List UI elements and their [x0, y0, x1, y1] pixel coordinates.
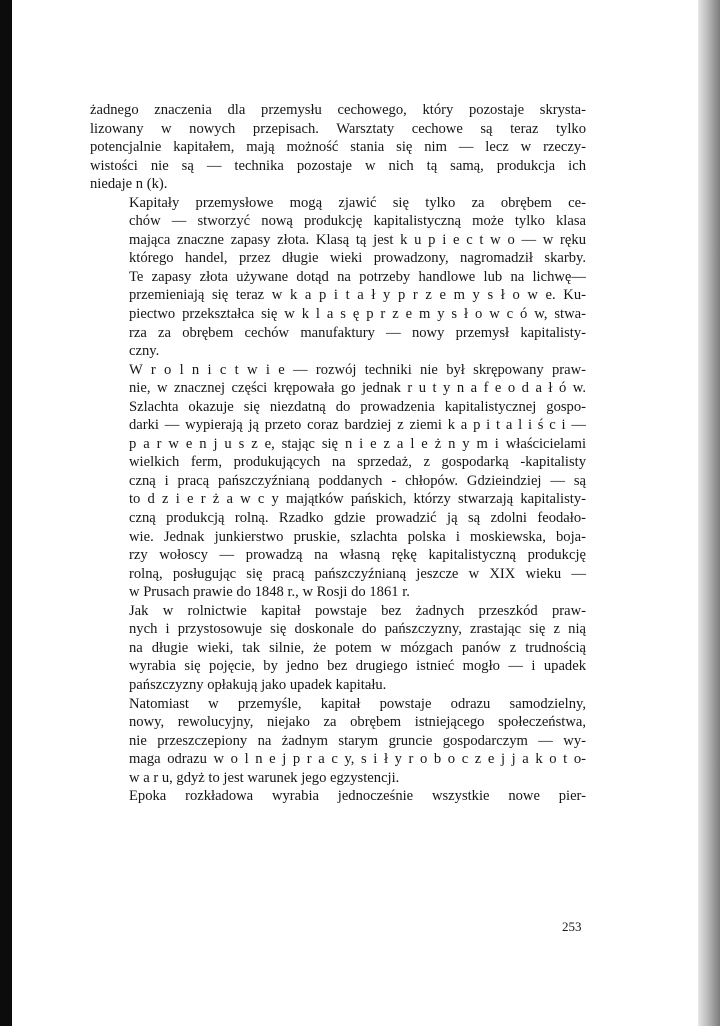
- text-line: maga odrazu w o l n e j p r a c y, s i ł y r o b o c z e j j a k o t o-: [129, 751, 586, 768]
- page-number: 253: [562, 919, 582, 934]
- text-line: rza za obrębem cechów manufaktury — nowy przemysł kapitalisty-: [129, 324, 586, 341]
- scan-left-edge: [0, 0, 12, 1026]
- text-line: Jak w rolnictwie kapitał powstaje bez żadnych przeszkód praw-: [129, 602, 586, 619]
- text-line: piectwo przekształca się w k l a s ę p r z e m y s ł o w c ó w, stwa-: [129, 306, 586, 323]
- text-line: żadnego znaczenia dla przemysłu cechowego, który pozostaje skrysta-: [90, 102, 586, 118]
- text-line: pańszczyzny opłakują jako upadek kapitału.: [129, 676, 387, 693]
- text-line: W r o l n i c t w i e — rozwój techniki nie był skrępowany praw-: [129, 361, 586, 378]
- text-line: rolną, posługując się pracą pańszczyźnianą jeszcze w XIX wieku —: [129, 565, 586, 582]
- text-line: to d z i e r ż a w c y majątków pańskich, którzy stwarzają kapitalisty-: [129, 491, 586, 508]
- text-line: w a r u, gdyż to jest warunek jego egzystencji.: [129, 769, 400, 786]
- text-line: w Prusach prawie do 1848 r., w Rosji do 1861 r.: [129, 584, 410, 601]
- text-line: p a r w e n j u s z e, stając się n i e z a l e ż n y m i właścicielami: [129, 435, 586, 452]
- text-line: rzy wołoscy — prowadzą na własną rękę kapitalistyczną produkcję: [129, 547, 586, 564]
- text-line: czną i pracą pańszczyźnianą poddanych - chłopów. Gdzieindziej — są: [129, 472, 586, 489]
- text-line: Te zapasy złota używane dotąd na potrzeby handlowe lub na lichwę—: [129, 268, 586, 285]
- paragraph: [90, 194, 586, 361]
- paragraph: [90, 101, 586, 194]
- text-line: czny.: [129, 343, 160, 360]
- page-text-body: [90, 101, 586, 806]
- text-line: czną produkcją rolną. Rzadko gdzie prowadzić ją są zdolni feodało-: [129, 510, 586, 527]
- text-line: lizowany w nowych przepisach. Warsztaty cechowe są teraz tylko: [90, 120, 586, 137]
- paragraph: [90, 695, 586, 788]
- scan-right-edge: [698, 0, 720, 1026]
- text-line: nowy, rewolucyjny, niejako za obrębem istniejącego społeczeństwa,: [129, 714, 586, 731]
- text-line: Epoka rozkładowa wyrabia jednocześnie wszystkie nowe pier-: [129, 788, 586, 805]
- text-line: nie, w znacznej części krępowała go jednak r u t y n a f e o d a ł ó w.: [129, 380, 586, 397]
- text-line: Natomiast w przemyśle, kapitał powstaje odrazu samodzielny,: [129, 695, 586, 712]
- text-line: Kapitały przemysłowe mogą zjawić się tylko za obrębem ce-: [129, 194, 586, 211]
- text-line: niedaje n (k).: [90, 176, 168, 193]
- text-line: chów — stworzyć nową produkcję kapitalistyczną może tylko klasa: [129, 213, 586, 230]
- text-line: na długie wieki, tak silnie, że potem w mózgach panów z trudnością: [129, 639, 586, 656]
- text-line: darki — wypierają ją przeto coraz bardziej z ziemi k a p i t a l i ś c i —: [129, 417, 586, 434]
- paragraph: [90, 361, 586, 602]
- text-line: którego handel, przez długie wieki prowadzony, nagromadził skarby.: [129, 250, 586, 267]
- text-line: wyrabia się pojęcie, by jedno bez drugiego istnieć mogło — i upadek: [129, 658, 586, 675]
- text-line: wistości nie są — technika pozostaje w nich tą samą, produkcja ich: [90, 157, 586, 174]
- paragraph: [90, 602, 586, 695]
- text-line: mająca znaczne zapasy złota. Klasą tą jest k u p i e c t w o — w ręku: [129, 231, 586, 248]
- text-line: Szlachta okazuje się niezdatną do prowadzenia kapitalistycznej gospo-: [129, 398, 586, 415]
- text-line: przemieniają się teraz w k a p i t a ł y p r z e m y s ł o w e. Ku-: [129, 287, 586, 304]
- text-line: wie. Jednak junkierstwo pruskie, szlachta polska i moskiewska, boja-: [129, 528, 586, 545]
- text-line: wielkich ferm, produkujących na sprzedaż, z gospodarką -kapitalisty: [129, 454, 586, 471]
- text-line: nie przeszczepiony na żadnym starym gruncie gospodarczym — wy-: [129, 732, 586, 749]
- text-line: nych i przystosowuje się doskonale do pańszczyzny, zrastając się z nią: [129, 621, 586, 638]
- text-line: potencjalnie kapitałem, mają możność stania się nim — lecz w rzeczy-: [90, 139, 586, 156]
- paragraph: [90, 787, 586, 806]
